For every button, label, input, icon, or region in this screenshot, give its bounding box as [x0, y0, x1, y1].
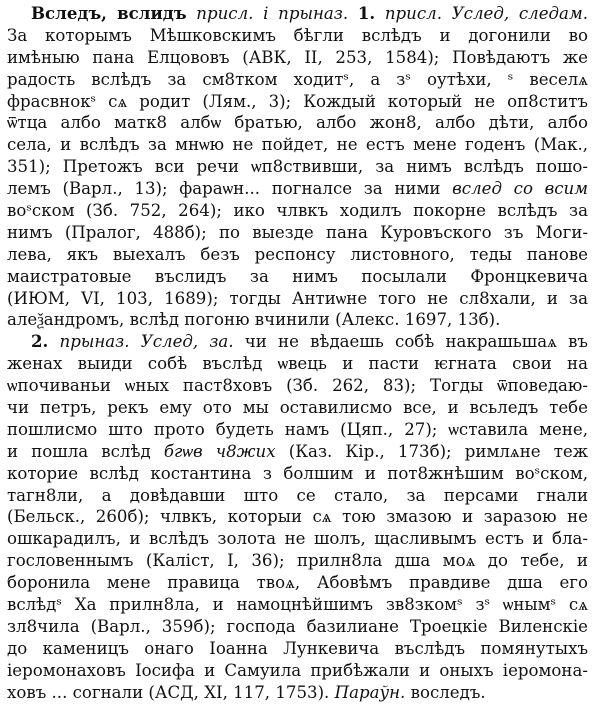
- dictionary-entry: [7, 3, 588, 704]
- entry-line-13: маистратовые въслидъ за нимъ посылали Фронцкевича: [7, 266, 588, 286]
- entry-line-9-part-b: вслед со всим: [452, 179, 588, 199]
- entry-line-10: воˢском (Зб. 752, 264); ико члвкъ ходилъ покорне вслѣдъ за: [7, 201, 588, 221]
- entry-line-7: села, и вслѣдъ за мнѡю не пойдет, не естъ мене годенъ (Мак.,: [7, 135, 588, 155]
- entry-line-32-text: ховъ ... согнали (АСД, XI, 117, 1753).: [7, 682, 330, 702]
- entry-line-18: ѡпочиваньи ѡных паст8ховъ (Зб. 262, 83); Тогды ѿповедаю-: [7, 376, 588, 396]
- entry-line-29: зл8чила (Варл., 359б); господа базилиане Троецкіе Виленскіе: [7, 616, 588, 636]
- sense-1-label: присл.: [384, 4, 442, 23]
- entry-line-14: (ИЮМ, VI, 103, 1689); тогды Антиѡне того не сл8хали, и за: [7, 288, 588, 308]
- sense-2-gloss: Услед, за.: [140, 332, 234, 352]
- entry-line-9: [7, 178, 588, 200]
- entry-line-26: гословеннымъ (Каліст, І, 36); прилн8ла дша моѧ до тебе, и: [7, 551, 588, 571]
- entry-line-16-text: чи не вѣдаешь собѣ накрашьшаѧ въ: [244, 332, 588, 352]
- entry-line-8: 351); Претожъ вси речи ѡп8ствивши, за нимъ вслѣдъ пошо-: [7, 157, 588, 177]
- entry-line-4: радость вслѣдъ за см8тком ходитˢ, а зˢ оутѣхи, ˢ веселѧ: [7, 69, 588, 89]
- compare-reference: воследъ.: [410, 682, 486, 702]
- entry-line-21-part-a: и пошла вслѣд: [7, 441, 151, 461]
- entry-line-22: которие вслѣд костантина з болшим и пот8жнѣшим воˢском,: [7, 463, 588, 483]
- entry-line-25: ошкарадилъ, и вслѣдъ золота не шолъ, щасливымъ естъ и бла-: [7, 529, 588, 549]
- sense-2-label: прыназ.: [59, 332, 130, 352]
- headword: Вследъ, вслидъ: [31, 3, 187, 23]
- entry-line-21: [7, 441, 588, 463]
- entry-line-20: пошлисмо што прото будеть намъ (Цяп., 27); ѡставила мене,: [7, 419, 588, 439]
- entry-line-31: іеромонаховъ Іосифа и Самуила прибѣжали и оныхъ іеромона-: [7, 660, 588, 680]
- sense-2-number: 2.: [31, 331, 49, 352]
- entry-line-19: чи петръ, рекъ ему ото мы оставилисмо все, и всьледъ тебе: [7, 398, 588, 418]
- entry-line-1: [7, 3, 588, 25]
- entry-line-12: лева, якъ выехалъ безъ респонсу листовного, теды панове: [7, 244, 588, 264]
- entry-line-6: ѿтца албо матк8 албѡ братью, албо жон8, албо дѣти, албо: [7, 113, 588, 133]
- entry-line-30: до каменицъ онаго Іоанна Лункевича въслѣдъ помянутыхъ: [7, 638, 588, 658]
- entry-line-15: алеѯандромъ, вслѣд погоню вчинили (Алекс. 1697, 13б).: [7, 310, 501, 330]
- entry-line-9-part-a: лемъ (Варл., 13); фараѡн... погналсе за ними: [7, 179, 441, 199]
- entry-line-5: фрасвнокˢ сѧ родит (Лям., 3); Кождый который не оп8ститъ: [7, 91, 588, 111]
- entry-line-2: За которымъ Мѣшковскимъ бѣгли вслѣдъ и догонили во: [7, 25, 588, 45]
- entry-line-24: (Бельск., 260б); члвкъ, которыи сѧ тою змазою и заразою не: [7, 507, 588, 527]
- sense-1-gloss: Услед, следам.: [451, 4, 588, 23]
- entry-line-16: [7, 331, 588, 353]
- entry-line-21-part-c: (Каз. Кір., 173б); римлѧне теж: [288, 441, 588, 461]
- sense-1-number: 1.: [357, 3, 376, 23]
- entry-line-21-part-b: бгѡв ч8жих: [163, 441, 276, 461]
- entry-line-17: женах выиди собѣ въслѣд ѡвець и пасти ѥгната свои на: [7, 354, 588, 374]
- entry-line-3: имѣныю пана Елцововъ (АВК, II, 253, 1584); Повѣдаютъ же: [7, 47, 588, 67]
- compare-label: Параўн.: [334, 682, 406, 702]
- head-grammar: присл. і прыназ.: [196, 4, 349, 23]
- entry-line-32: [7, 682, 588, 704]
- entry-line-11: нимъ (Пралог, 488б); по выезде пана Куровъского зъ Моги-: [7, 222, 588, 242]
- entry-line-23: тагн8ли, а довѣдавши што се стало, за персами гнали: [7, 485, 588, 505]
- entry-line-28: вслѣдˢ Ха прилн8ла, и намоцнѣйшимъ зв8зкомˢ зˢ ѡнымˢ сѧ: [7, 595, 588, 615]
- entry-line-27: боронила мене правица твоѧ, Абовѣмъ правдиве дша его: [7, 573, 588, 593]
